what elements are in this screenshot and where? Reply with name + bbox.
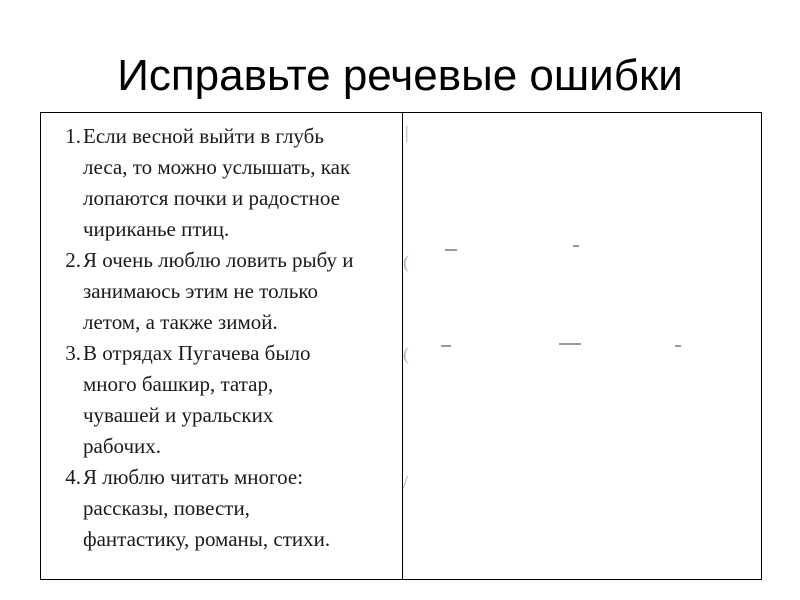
hidden-answer-mark: ( [403,252,409,272]
hidden-answer-mark: | [405,122,409,142]
error-item-3 [41,338,401,462]
hidden-answer-mark [559,343,581,345]
hidden-answer-mark [445,249,457,251]
answers-column [403,113,761,579]
error-number: 1. [65,124,81,148]
error-number: 2. [65,248,81,272]
hidden-answer-mark [441,345,451,347]
hidden-answer-mark [573,245,579,247]
error-number: 4. [65,465,81,489]
error-sentence: В отрядах Пугачева было много башкир, татар, чувашей и уральских рабочих. [83,341,311,458]
error-item-1 [41,121,401,245]
errors-column [41,113,403,579]
error-sentence: Я очень люблю ловить рыбу и занимаюсь этим не только летом, а также зимой. [83,248,354,334]
error-item-4 [41,462,401,555]
error-number: 3. [65,341,81,365]
errors-list [41,121,401,555]
hidden-answer-mark: / [403,472,409,492]
error-item-2 [41,245,401,338]
errors-table [40,112,762,580]
slide-title: Исправьте речевые ошибки [117,51,683,100]
hidden-answer-mark [675,345,681,347]
error-sentence: Я люблю читать многое: рассказы, повести, фантастику, романы, стихи. [83,465,331,551]
error-sentence: Если весной выйти в глубь леса, то можно услышать, как лопаются почки и радостное чириканье птиц. [83,124,351,241]
hidden-answer-mark: ( [403,344,409,364]
